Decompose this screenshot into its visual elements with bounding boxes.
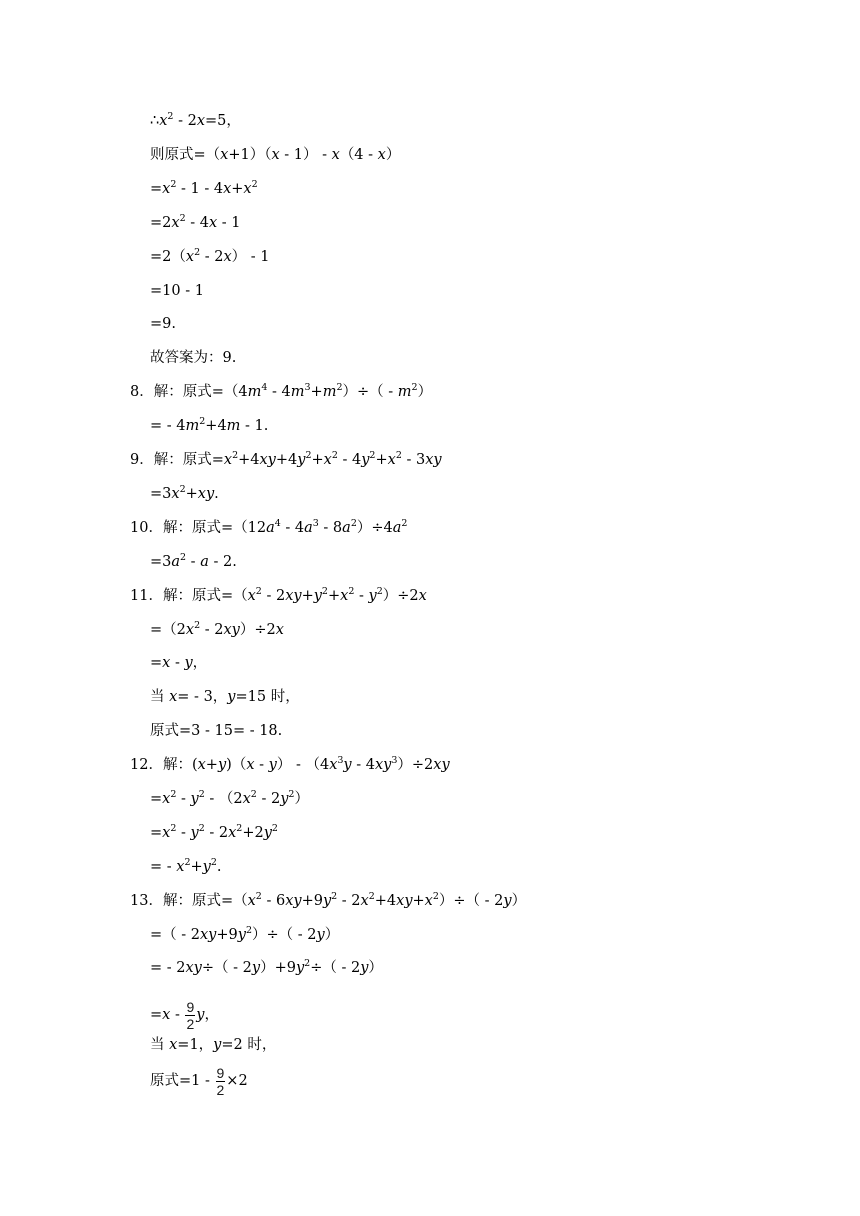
problem-13-heading: 13．解：原式$=(x^2 - 6xy+9y^2 - 2x^2+4xy+x^2)\div( - 2y)$ xyxy=(130,891,527,909)
solution-line: $=3a^2 - a - 2$. xyxy=(150,552,237,570)
solution-line: = - $4m^2+4m - 1$. xyxy=(150,416,269,434)
solution-line: $=3x^2+xy$. xyxy=(150,484,219,502)
problem-12-heading: 12．解：$(x+y)(x - y) - (4x^3y - 4xy^3)\div 2xy$ xyxy=(130,755,450,773)
problem-8-heading: 8．解：原式$=(4m^4 - 4m^3+m^2)\div( - m^2)$ xyxy=(130,382,433,400)
solution-line: $=2x^2 - 4x - 1$ xyxy=(150,213,241,231)
solution-line: $\therefore x^2 - 2x=5$， xyxy=(150,111,241,129)
solution-line: $=2(x^2 - 2x) - 1$ xyxy=(150,247,270,265)
solution-line: 原式=3 - 15= - 18. xyxy=(150,723,283,739)
solution-line: =（ - $2xy+9y^2)\div( - 2y)$ xyxy=(150,925,340,943)
solution-line: 当 x=1，y=2 时， xyxy=(150,1037,277,1053)
solution-line: $=x^2 - y^2 - (2x^2 - 2y^2)$ xyxy=(150,789,309,807)
solution-line: =9. xyxy=(150,316,176,332)
solution-line: =10 - 1 xyxy=(150,283,204,299)
solution-line: =x - y， xyxy=(150,655,208,671)
solution-line: $=x^2 - 1 - 4x+x^2$ xyxy=(150,179,258,197)
solution-line: = - $2xy\div( - 2y)+9y^2\div( - 2y)$ xyxy=(150,958,383,976)
solution-line: 当 x= - 3，y=15 时， xyxy=(150,689,300,705)
solution-line: 则原式=（x+1）（x - 1） - x（4 - x） xyxy=(150,147,401,163)
problem-10-heading: 10．解：原式$=(12a^4 - 4a^3 - 8a^2)\div 4a^2$ xyxy=(130,518,408,536)
solution-line: $=x^2 - y^2 - 2x^2+2y^2$ xyxy=(150,823,278,841)
solution-line: $=(2x^2 - 2xy)\div 2x$ xyxy=(150,620,284,638)
answer-line: 故答案为：9. xyxy=(150,350,237,366)
problem-9-heading: 9．解：原式$=x^2+4xy+4y^2+x^2 - 4y^2+x^2 - 3xy$ xyxy=(130,450,442,468)
problem-11-heading: 11．解：原式$=(x^2 - 2xy+y^2+x^2 - y^2)\div 2x$ xyxy=(130,586,427,604)
solution-line-fraction: =x - $\frac{9}{2}$ y， xyxy=(150,998,219,1032)
solution-line-fraction: 原式=1 - $\frac{9}{2}$ ×2 xyxy=(150,1064,248,1098)
fraction-nine-halves: $\frac{9}{2}$ xyxy=(186,998,195,1032)
solution-line: = - $x^2+y^2$. xyxy=(150,857,222,875)
fraction-nine-halves: $\frac{9}{2}$ xyxy=(216,1064,225,1098)
